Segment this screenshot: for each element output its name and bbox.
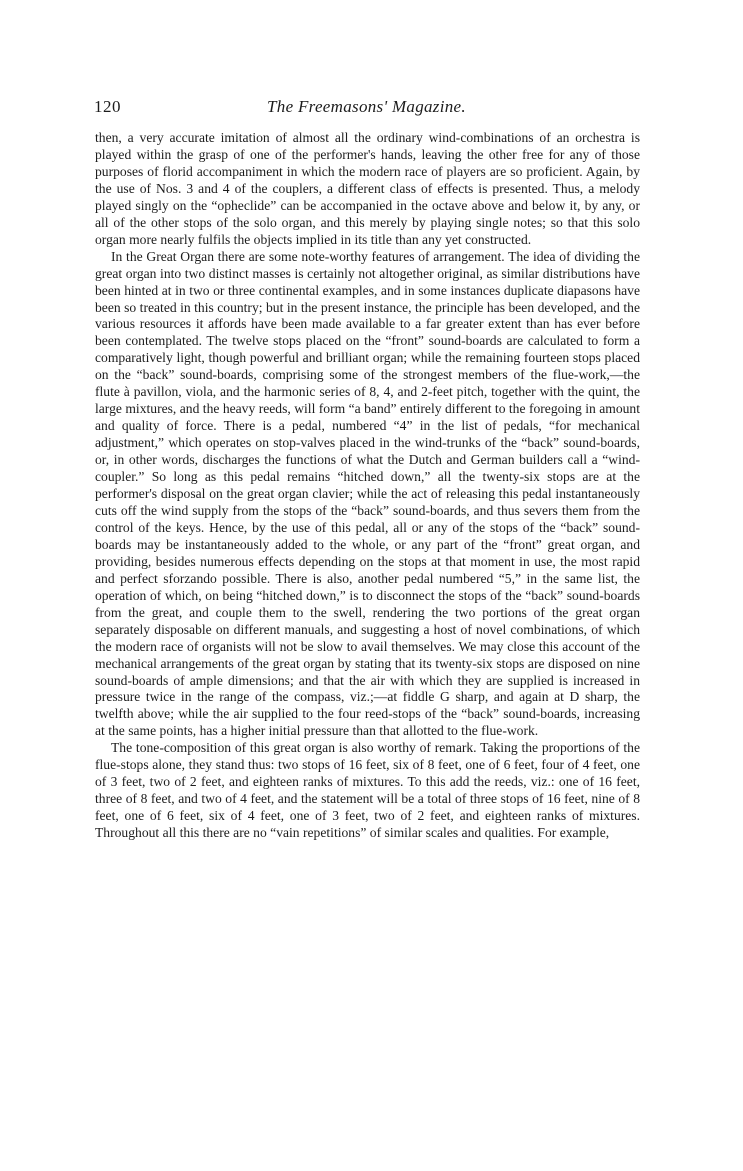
paragraph: The tone-composition of this great organ is also worthy of remark. Taking the proportions of the flue-stops alone, they stand thus: two stops of 16 feet, six of 8 feet, one of 6 feet, four of 4 feet, one of 3 feet, two of 2 feet, and eighteen ranks of mixtures. To this add the reeds, viz.: one of 16 feet, three of 8 feet, and two of 4 feet, and the statement will be a total of three stops of 16 feet, nine of 8 feet, one of 6 feet, six of 4 feet, one of 3 feet, two of 2 feet, and eighteen ranks of mixtures. Throughout all this there are no “vain repetitions” of similar scales and qualities. For example, (95, 740, 640, 841)
paragraph: then, a very accurate imitation of almost all the ordinary wind-combinations of an orchestra is played within the grasp of one of the performer's hands, leaving the other free for any of those purposes of florid accompaniment in which the modern race of players are so proficient. Again, by the use of Nos. 3 and 4 of the couplers, a different class of effects is presented. Thus, a melody played singly on the “opheclide” can be accompanied in the octave above and below it, by any, or all of the other stops of the solo organ, and this merely by playing single notes; so that this solo organ more nearly fulfils the objects implied in its title than any yet constructed. (95, 130, 640, 247)
paragraph: In the Great Organ there are some note-worthy features of arrangement. The idea of dividing the great organ into two distinct masses is certainly not altogether original, as similar distributions have been hinted at in two or three continental examples, and in some instances duplicate diapasons have been so treated in this country; but in the present instance, the principle has been developed, and the various resources it affords have been made available to a far greater extent than has ever before been contemplated. The twelve stops placed on the “front” sound-boards are calculated to form a comparatively light, though powerful and brilliant organ; while the remaining fourteen stops placed on the “back” sound-boards, comprising some of the strongest members of the flue-work,—the flute à pavillon, viola, and the harmonic series of 8, 4, and 2-feet pitch, together with the quint, the large mixtures, and the heavy reeds, will form “a band” entirely different to the foregoing in amount and quality of force. There is a pedal, numbered “4” in the list of pedals, “for mechanical adjustment,” which operates on stop-valves placed in the wind-trunks of the “back” sound-boards, or, in other words, discharges the functions of what the Dutch and German builders call a “wind-coupler.” So long as this pedal remains “hitched down,” all the twenty-six stops are at the performer's disposal on the great organ clavier; while the act of releasing this pedal instantaneously cuts off the wind supply from the stops of the “back” sound-boards, and thus severs them from the control of the keys. Hence, by the use of this pedal, all or any of the stops of the “back” sound-boards may be instantaneously added to the whole, or any part of the “front” great organ, and providing, besides numerous effects depending on the stops at that moment in use, the most rapid and perfect sforzando possible. There is also, another pedal numbered “5,” in the same list, the operation of which, on being “hitched down,” is to disconnect the stops of the “back” sound-boards from the great, and couple them to the swell, rendering the two portions of the great organ separately disposable on different manuals, and suggesting a host of novel combinations, of which the modern race of organists will not be slow to avail themselves. We may close this account of the mechanical arrangements of the great organ by stating that its twenty-six stops are disposed on nine sound-boards of ample dimensions; and that the air with which they are supplied is increased in pressure twice in the range of the compass, viz.;—at fiddle G sharp, and again at D sharp, the twelfth above; while the air supplied to the four reed-stops of the “back” sound-boards, increasing at the same points, has a higher initial pressure than that allotted to the flue-work. (95, 248, 640, 739)
running-title: The Freemasons' Magazine. (267, 97, 466, 116)
page-number: 120 (94, 97, 121, 116)
page-header (94, 96, 639, 122)
article-body (95, 130, 640, 842)
